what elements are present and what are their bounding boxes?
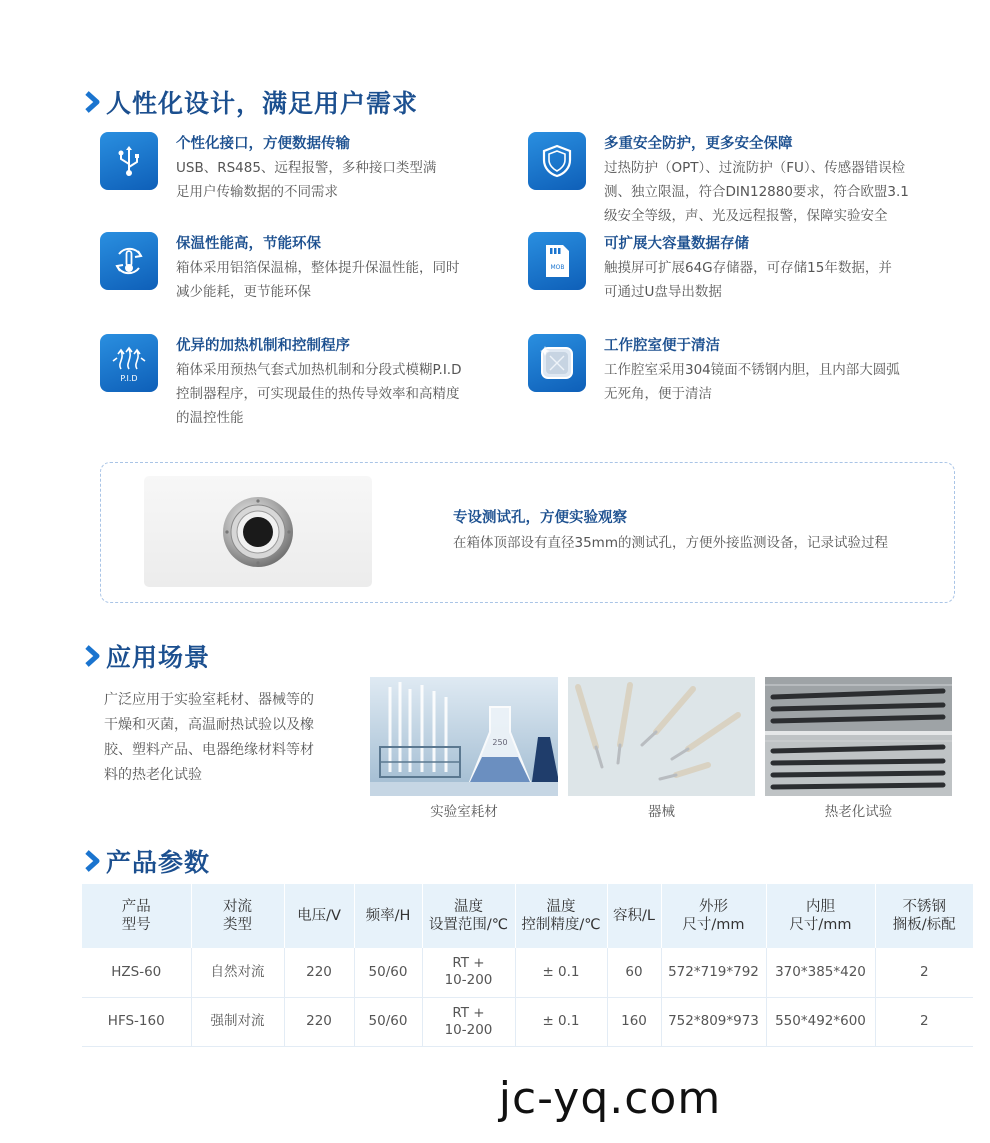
test-hole-photo [144,476,372,587]
cell-convection: 自然对流 [191,948,284,997]
sd-card-icon [528,232,586,290]
test-hole-desc: 在箱体顶部设有直径35mm的测试孔，方便外接监测设备，记录试验过程 [453,535,888,551]
feature-desc-line: 级安全等级，声、光及远程报警，保障实验安全 [604,208,888,224]
feature-title: 优异的加热机制和控制程序 [176,338,350,354]
lab-consumables-photo [370,677,558,796]
test-port-icon [221,495,295,569]
thermometer-icon [100,232,158,290]
test-hole-title: 专设测试孔，方便实验观察 [453,510,627,526]
header-inner-size: 内胆 尺寸/mm [766,884,875,948]
feature-desc-line: 可通过U盘导出数据 [604,284,722,300]
header-voltage: 电压/V [284,884,354,948]
lab-consumables-caption: 实验室耗材 [430,804,498,820]
feature-title: 多重安全防护，更多安全保障 [604,136,793,152]
cell-inner-size: 370*385*420 [766,948,875,997]
feature-desc-line: 测、独立限温，符合DIN12880要求，符合欧盟3.1 [604,184,909,200]
header-convection: 对流 类型 [191,884,284,948]
feature-insulation [100,232,510,304]
scenes-line: 广泛应用于实验室耗材、器械等的 [104,692,314,708]
pid-heating-icon [100,334,158,392]
header-shelves: 不锈钢 搁板/标配 [875,884,973,948]
cell-temp-range: RT + 10-200 [422,948,515,997]
feature-desc-line: 减少能耗，更节能环保 [176,284,311,300]
shield-icon [528,132,586,190]
cell-convection: 强制对流 [191,997,284,1046]
instruments-caption: 器械 [648,804,675,820]
beaker-mark: 250 [492,738,508,747]
cell-model: HZS-60 [82,948,191,997]
feature-heating [100,334,510,430]
section-title-scenes [84,638,210,674]
cell-shelves: 2 [875,997,973,1046]
chevron-right-icon [84,91,102,113]
feature-title: 个性化接口，方便数据传输 [176,136,350,152]
header-frequency: 频率/H [354,884,422,948]
header-volume: 容积/L [607,884,661,948]
scenes-line: 胶、塑料产品、电器绝缘材料等材 [104,742,314,758]
section-title-design [84,84,418,120]
section-heading: 人性化设计，满足用户需求 [106,89,419,118]
table-row [82,948,973,997]
header-outer-size: 外形 尺寸/mm [661,884,766,948]
feature-desc-line: 过热防护（OPT）、过流防护（FU）、传感器错误检 [604,160,906,176]
feature-desc-line: 箱体采用预热气套式加热机制和分段式模糊P.I.D [176,362,462,378]
table-header-row [82,884,973,948]
feature-desc-line: 触摸屏可扩展64G存储器，可存储15年数据，并 [604,260,892,276]
header-temp-accuracy: 温度 控制精度/℃ [515,884,607,948]
cell-temp-accuracy: ± 0.1 [515,948,607,997]
cell-voltage: 220 [284,948,354,997]
table-row [82,997,973,1046]
feature-title: 可扩展大容量数据存储 [604,236,749,252]
scenes-line: 干燥和灭菌，高温耐热试验以及橡 [104,717,314,733]
aging-test-caption: 热老化试验 [824,804,893,820]
feature-title: 工作腔室便于清洁 [604,338,720,354]
params-table [82,884,973,1047]
cell-frequency: 50/60 [354,948,422,997]
chevron-right-icon [84,850,102,872]
scenes-description [104,688,354,788]
cell-frequency: 50/60 [354,997,422,1046]
svg-text:MOB: MOB [550,264,565,271]
cell-volume: 60 [607,948,661,997]
feature-interface [100,132,510,204]
feature-title: 保温性能高，节能环保 [176,236,321,252]
feature-desc-line: 控制器程序，可实现最佳的热传导效率和高精度 [176,386,460,402]
scenes-line: 料的热老化试验 [104,767,202,783]
aging-test-photo [765,677,952,796]
cell-voltage: 220 [284,997,354,1046]
chevron-right-icon [84,645,102,667]
header-model: 产品 型号 [82,884,191,948]
cell-outer-size: 572*719*792 [661,948,766,997]
svg-text:P.I.D: P.I.D [120,374,138,383]
feature-storage [528,232,968,304]
section-heading: 产品参数 [106,848,211,877]
feature-desc-line: 的温控性能 [176,410,244,426]
cell-volume: 160 [607,997,661,1046]
feature-safety [528,132,968,228]
cell-shelves: 2 [875,948,973,997]
cell-model: HFS-160 [82,997,191,1046]
feature-cleaning [528,334,968,406]
feature-desc-line: 工作腔室采用304镜面不锈钢内胆，且内部大圆弧 [604,362,900,378]
feature-desc-line: USB、RS485、远程报警，多种接口类型满 [176,160,437,176]
test-hole-text [453,506,888,556]
cell-outer-size: 752*809*973 [661,997,766,1046]
cell-temp-range: RT + 10-200 [422,997,515,1046]
feature-desc-line: 箱体采用铝箔保温棉，整体提升保温性能，同时 [176,260,460,276]
section-title-params [84,843,210,879]
header-temp-range: 温度 设置范围/℃ [422,884,515,948]
section-heading: 应用场景 [106,643,211,672]
cell-inner-size: 550*492*600 [766,997,875,1046]
feature-desc-line: 足用户传输数据的不同需求 [176,184,338,200]
footer-url: jc-yq.com [498,1073,722,1124]
sparkle-clean-icon [528,334,586,392]
feature-desc-line: 无死角，便于清洁 [604,386,712,402]
cell-temp-accuracy: ± 0.1 [515,997,607,1046]
instruments-photo [568,677,755,796]
usb-icon [100,132,158,190]
